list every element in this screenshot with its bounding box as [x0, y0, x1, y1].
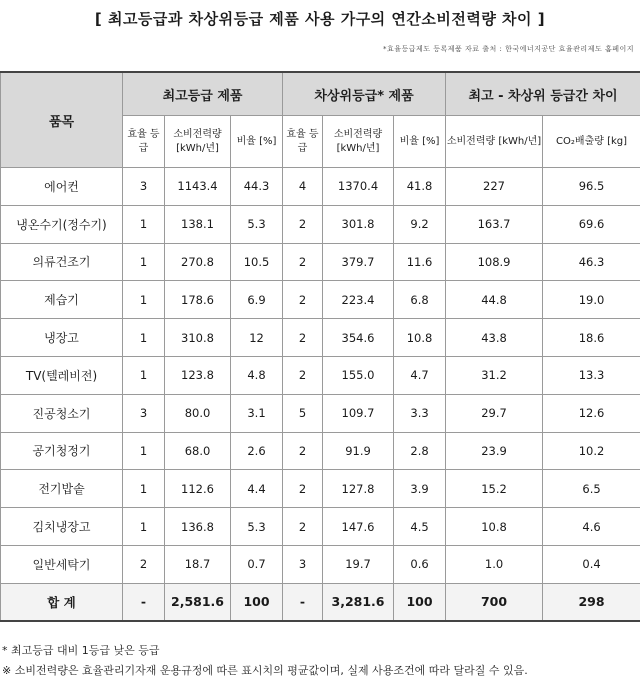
diff-power-cell: 31.2 [446, 356, 543, 394]
footnote-power: ※ 소비전력량은 효율관리기자재 운용규정에 따른 표시치의 평균값이며, 실제 사용조건에 따라 달라질 수 있음. [2, 664, 528, 677]
total-grade-top-cell: - [123, 583, 165, 621]
item-name-cell: 냉온수기(정수기) [1, 205, 123, 243]
total-power-next-cell: 3,281.6 [323, 583, 394, 621]
grade-top-cell: 1 [123, 508, 165, 546]
ratio-next-cell: 9.2 [394, 205, 446, 243]
power-top-cell: 112.6 [165, 470, 231, 508]
item-name-cell: 의류건조기 [1, 243, 123, 281]
power-next-cell: 379.7 [323, 243, 394, 281]
grade-top-cell: 2 [123, 545, 165, 583]
grade-next-cell: 2 [283, 243, 323, 281]
power-top-cell: 18.7 [165, 545, 231, 583]
total-diff-power-cell: 700 [446, 583, 543, 621]
source-note: *효율등급제도 등록제품 자료 출처 : 한국에너지공단 효율관리제도 홈페이지 [382, 45, 634, 53]
diff-power-cell: 23.9 [446, 432, 543, 470]
co2-emission-cell: 0.4 [543, 545, 640, 583]
total-power-top-cell: 2,581.6 [165, 583, 231, 621]
power-top-cell: 138.1 [165, 205, 231, 243]
grade-top-cell: 3 [123, 168, 165, 206]
power-next-cell: 19.7 [323, 545, 394, 583]
ratio-top-cell: 2.6 [231, 432, 283, 470]
table-row [1, 508, 640, 546]
co2-emission-cell: 13.3 [543, 356, 640, 394]
power-top-cell: 270.8 [165, 243, 231, 281]
ratio-top-cell: 0.7 [231, 545, 283, 583]
table-body [1, 168, 640, 621]
grade-top-cell: 1 [123, 281, 165, 319]
footnote-grade: * 최고등급 대비 1등급 낮은 등급 [2, 644, 160, 657]
grade-top-cell: 1 [123, 243, 165, 281]
table-row [1, 356, 640, 394]
item-name-cell: 에어컨 [1, 168, 123, 206]
diff-power-cell: 10.8 [446, 508, 543, 546]
header-ratio-1: 비율 [%] [231, 116, 283, 168]
ratio-next-cell: 3.3 [394, 394, 446, 432]
ratio-next-cell: 2.8 [394, 432, 446, 470]
header-power-2: 소비전력량 [kWh/년] [323, 116, 394, 168]
grade-next-cell: 2 [283, 356, 323, 394]
item-name-cell: 일반세탁기 [1, 545, 123, 583]
ratio-next-cell: 4.7 [394, 356, 446, 394]
header-diff-power: 소비전력량 [kWh/년] [446, 116, 543, 168]
grade-top-cell: 1 [123, 432, 165, 470]
co2-emission-cell: 69.6 [543, 205, 640, 243]
co2-emission-cell: 18.6 [543, 319, 640, 357]
grade-next-cell: 5 [283, 394, 323, 432]
ratio-top-cell: 5.3 [231, 508, 283, 546]
item-name-cell: 제습기 [1, 281, 123, 319]
power-top-cell: 68.0 [165, 432, 231, 470]
header-grade-2: 효율 등급 [283, 116, 323, 168]
header-item: 품목 [1, 72, 123, 168]
grade-top-cell: 3 [123, 394, 165, 432]
table-row [1, 470, 640, 508]
grade-next-cell: 2 [283, 432, 323, 470]
ratio-top-cell: 3.1 [231, 394, 283, 432]
grade-next-cell: 4 [283, 168, 323, 206]
diff-power-cell: 43.8 [446, 319, 543, 357]
co2-emission-cell: 96.5 [543, 168, 640, 206]
power-top-cell: 80.0 [165, 394, 231, 432]
ratio-top-cell: 10.5 [231, 243, 283, 281]
item-name-cell: 냉장고 [1, 319, 123, 357]
co2-emission-cell: 10.2 [543, 432, 640, 470]
diff-power-cell: 1.0 [446, 545, 543, 583]
power-top-cell: 136.8 [165, 508, 231, 546]
grade-next-cell: 2 [283, 205, 323, 243]
grade-next-cell: 2 [283, 508, 323, 546]
grade-next-cell: 2 [283, 281, 323, 319]
power-next-cell: 109.7 [323, 394, 394, 432]
header-grade-1: 효율 등급 [123, 116, 165, 168]
table-row [1, 243, 640, 281]
power-top-cell: 178.6 [165, 281, 231, 319]
table-row [1, 545, 640, 583]
item-name-cell: TV(텔레비전) [1, 356, 123, 394]
co2-emission-cell: 12.6 [543, 394, 640, 432]
table-row [1, 319, 640, 357]
grade-next-cell: 3 [283, 545, 323, 583]
comparison-table [0, 71, 640, 622]
ratio-top-cell: 6.9 [231, 281, 283, 319]
power-next-cell: 1370.4 [323, 168, 394, 206]
header-co2: CO₂배출량 [kg] [543, 116, 640, 168]
ratio-next-cell: 10.8 [394, 319, 446, 357]
power-top-cell: 123.8 [165, 356, 231, 394]
grade-next-cell: 2 [283, 319, 323, 357]
diff-power-cell: 15.2 [446, 470, 543, 508]
power-top-cell: 310.8 [165, 319, 231, 357]
header-difference: 최고 - 차상위 등급간 차이 [446, 72, 640, 116]
grade-top-cell: 1 [123, 356, 165, 394]
table-row [1, 432, 640, 470]
total-ratio-top-cell: 100 [231, 583, 283, 621]
co2-emission-cell: 6.5 [543, 470, 640, 508]
ratio-top-cell: 44.3 [231, 168, 283, 206]
diff-power-cell: 163.7 [446, 205, 543, 243]
ratio-next-cell: 41.8 [394, 168, 446, 206]
co2-emission-cell: 4.6 [543, 508, 640, 546]
power-next-cell: 301.8 [323, 205, 394, 243]
total-ratio-next-cell: 100 [394, 583, 446, 621]
ratio-next-cell: 4.5 [394, 508, 446, 546]
ratio-next-cell: 3.9 [394, 470, 446, 508]
power-next-cell: 155.0 [323, 356, 394, 394]
item-name-cell: 공기청정기 [1, 432, 123, 470]
ratio-next-cell: 0.6 [394, 545, 446, 583]
power-top-cell: 1143.4 [165, 168, 231, 206]
power-next-cell: 91.9 [323, 432, 394, 470]
total-item-name-cell: 합 계 [1, 583, 123, 621]
header-ratio-2: 비율 [%] [394, 116, 446, 168]
co2-emission-cell: 19.0 [543, 281, 640, 319]
table-row [1, 394, 640, 432]
table-row [1, 168, 640, 206]
diff-power-cell: 227 [446, 168, 543, 206]
power-next-cell: 223.4 [323, 281, 394, 319]
power-next-cell: 147.6 [323, 508, 394, 546]
grade-top-cell: 1 [123, 319, 165, 357]
diff-power-cell: 44.8 [446, 281, 543, 319]
ratio-next-cell: 6.8 [394, 281, 446, 319]
ratio-top-cell: 4.4 [231, 470, 283, 508]
total-grade-next-cell: - [283, 583, 323, 621]
total-row [1, 583, 640, 621]
page-title: [ 최고등급과 차상위등급 제품 사용 가구의 연간소비전력량 차이 ] [94, 10, 546, 28]
ratio-top-cell: 5.3 [231, 205, 283, 243]
diff-power-cell: 108.9 [446, 243, 543, 281]
ratio-top-cell: 12 [231, 319, 283, 357]
table-row [1, 281, 640, 319]
ratio-top-cell: 4.8 [231, 356, 283, 394]
header-top-grade: 최고등급 제품 [123, 72, 283, 116]
item-name-cell: 진공청소기 [1, 394, 123, 432]
power-next-cell: 354.6 [323, 319, 394, 357]
item-name-cell: 전기밥솥 [1, 470, 123, 508]
item-name-cell: 김치냉장고 [1, 508, 123, 546]
header-power-1: 소비전력량 [kWh/년] [165, 116, 231, 168]
grade-top-cell: 1 [123, 470, 165, 508]
co2-emission-cell: 46.3 [543, 243, 640, 281]
diff-power-cell: 29.7 [446, 394, 543, 432]
grade-top-cell: 1 [123, 205, 165, 243]
grade-next-cell: 2 [283, 470, 323, 508]
power-next-cell: 127.8 [323, 470, 394, 508]
ratio-next-cell: 11.6 [394, 243, 446, 281]
header-next-grade: 차상위등급* 제품 [283, 72, 446, 116]
total-co2-emission-cell: 298 [543, 583, 640, 621]
table-row [1, 205, 640, 243]
